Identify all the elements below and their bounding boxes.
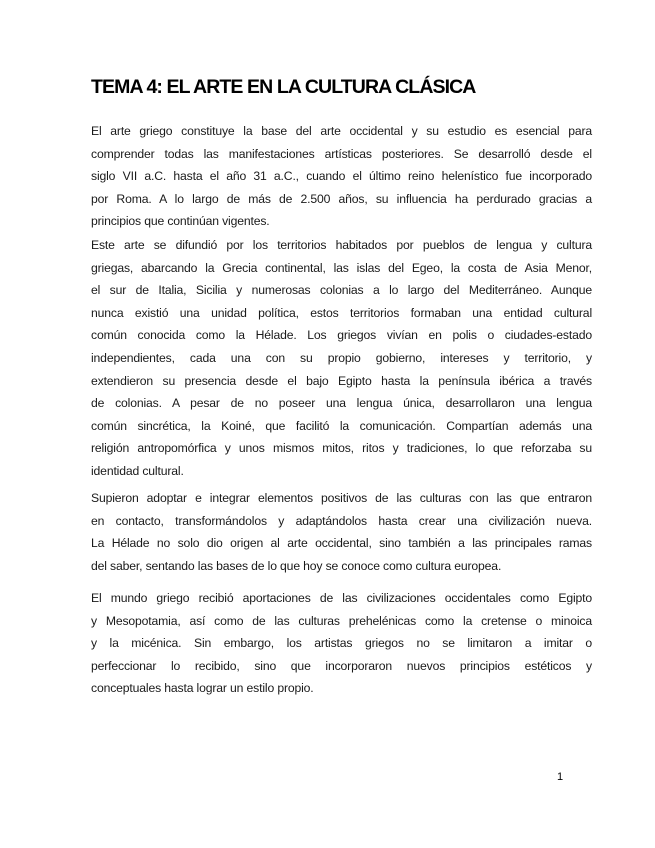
text-line: en contacto, transformándolos y adaptándolos hasta crear una civilización nueva.	[91, 513, 592, 528]
text-line: La Hélade no solo dio origen al arte occidental, sino también a las principales ramas	[91, 536, 592, 551]
text-line: religión antropomórfica y unos mismos mitos, ritos y tradiciones, lo que reforzaba su	[91, 441, 592, 456]
text-line: siglo VII a.C. hasta el año 31 a.C., cuando el último reino helenístico fue incorporado	[91, 169, 592, 184]
text-line: del saber, sentando las bases de lo que hoy se conoce como cultura europea.	[91, 558, 502, 573]
text-line: y la micénica. Sin embargo, los artistas griegos no se limitaron a imitar o	[91, 636, 592, 651]
text-line: de colonias. A pesar de no poseer una lengua única, desarrollaron una lengua	[91, 396, 592, 411]
text-line: Este arte se difundió por los territorios habitados por pueblos de lengua y cultura	[91, 238, 592, 252]
text-line: El arte griego constituye la base del arte occidental y su estudio es esencial para	[91, 124, 592, 138]
text-line: independientes, cada una con su propio gobierno, intereses y territorio, y	[91, 350, 592, 365]
text-line: el sur de Italia, Sicilia y numerosas colonias a lo largo del Mediterráneo. Aunque	[91, 283, 592, 298]
text-line: Supieron adoptar e integrar elementos positivos de las culturas con las que entraron	[91, 491, 592, 505]
paragraph-4	[91, 587, 592, 700]
text-line: por Roma. A lo largo de más de 2.500 años, su influencia ha perdurado gracias a	[91, 191, 592, 206]
text-line: y Mesopotamia, así como de las culturas prehelénicas como la cretense o minoica	[91, 613, 592, 628]
paragraph-3	[91, 487, 592, 577]
text-line: identidad cultural.	[91, 463, 184, 478]
paragraph-1	[91, 120, 592, 233]
text-line: nunca existió una unidad política, estos territorios formaban una entidad cultural	[91, 305, 592, 320]
text-line: griegas, abarcando la Grecia continental, las islas del Egeo, la costa de Asia Menor,	[91, 260, 592, 275]
page-title: TEMA 4: EL ARTE EN LA CULTURA CLÁSICA	[91, 76, 476, 98]
text-line: comprender todas las manifestaciones artísticas posteriores. Se desarrolló desde el	[91, 146, 592, 161]
text-line: principios que continúan vigentes.	[91, 214, 270, 229]
paragraph-2	[91, 234, 592, 483]
text-line: perfeccionar lo recibido, sino que incorporaron nuevos principios estéticos y	[91, 658, 592, 673]
page-number: 1	[557, 771, 564, 783]
text-line: El mundo griego recibió aportaciones de las civilizaciones occidentales como Egipto	[91, 591, 592, 605]
text-line: conceptuales hasta lograr un estilo propio.	[91, 681, 314, 696]
text-line: extendieron su presencia desde el bajo Egipto hasta la península ibérica a través	[91, 373, 592, 388]
text-line: común conocida como la Hélade. Los griegos vivían en polis o ciudades-estado	[91, 328, 592, 343]
text-line: común sincrética, la Koiné, que facilitó la comunicación. Compartían además una	[91, 418, 592, 433]
